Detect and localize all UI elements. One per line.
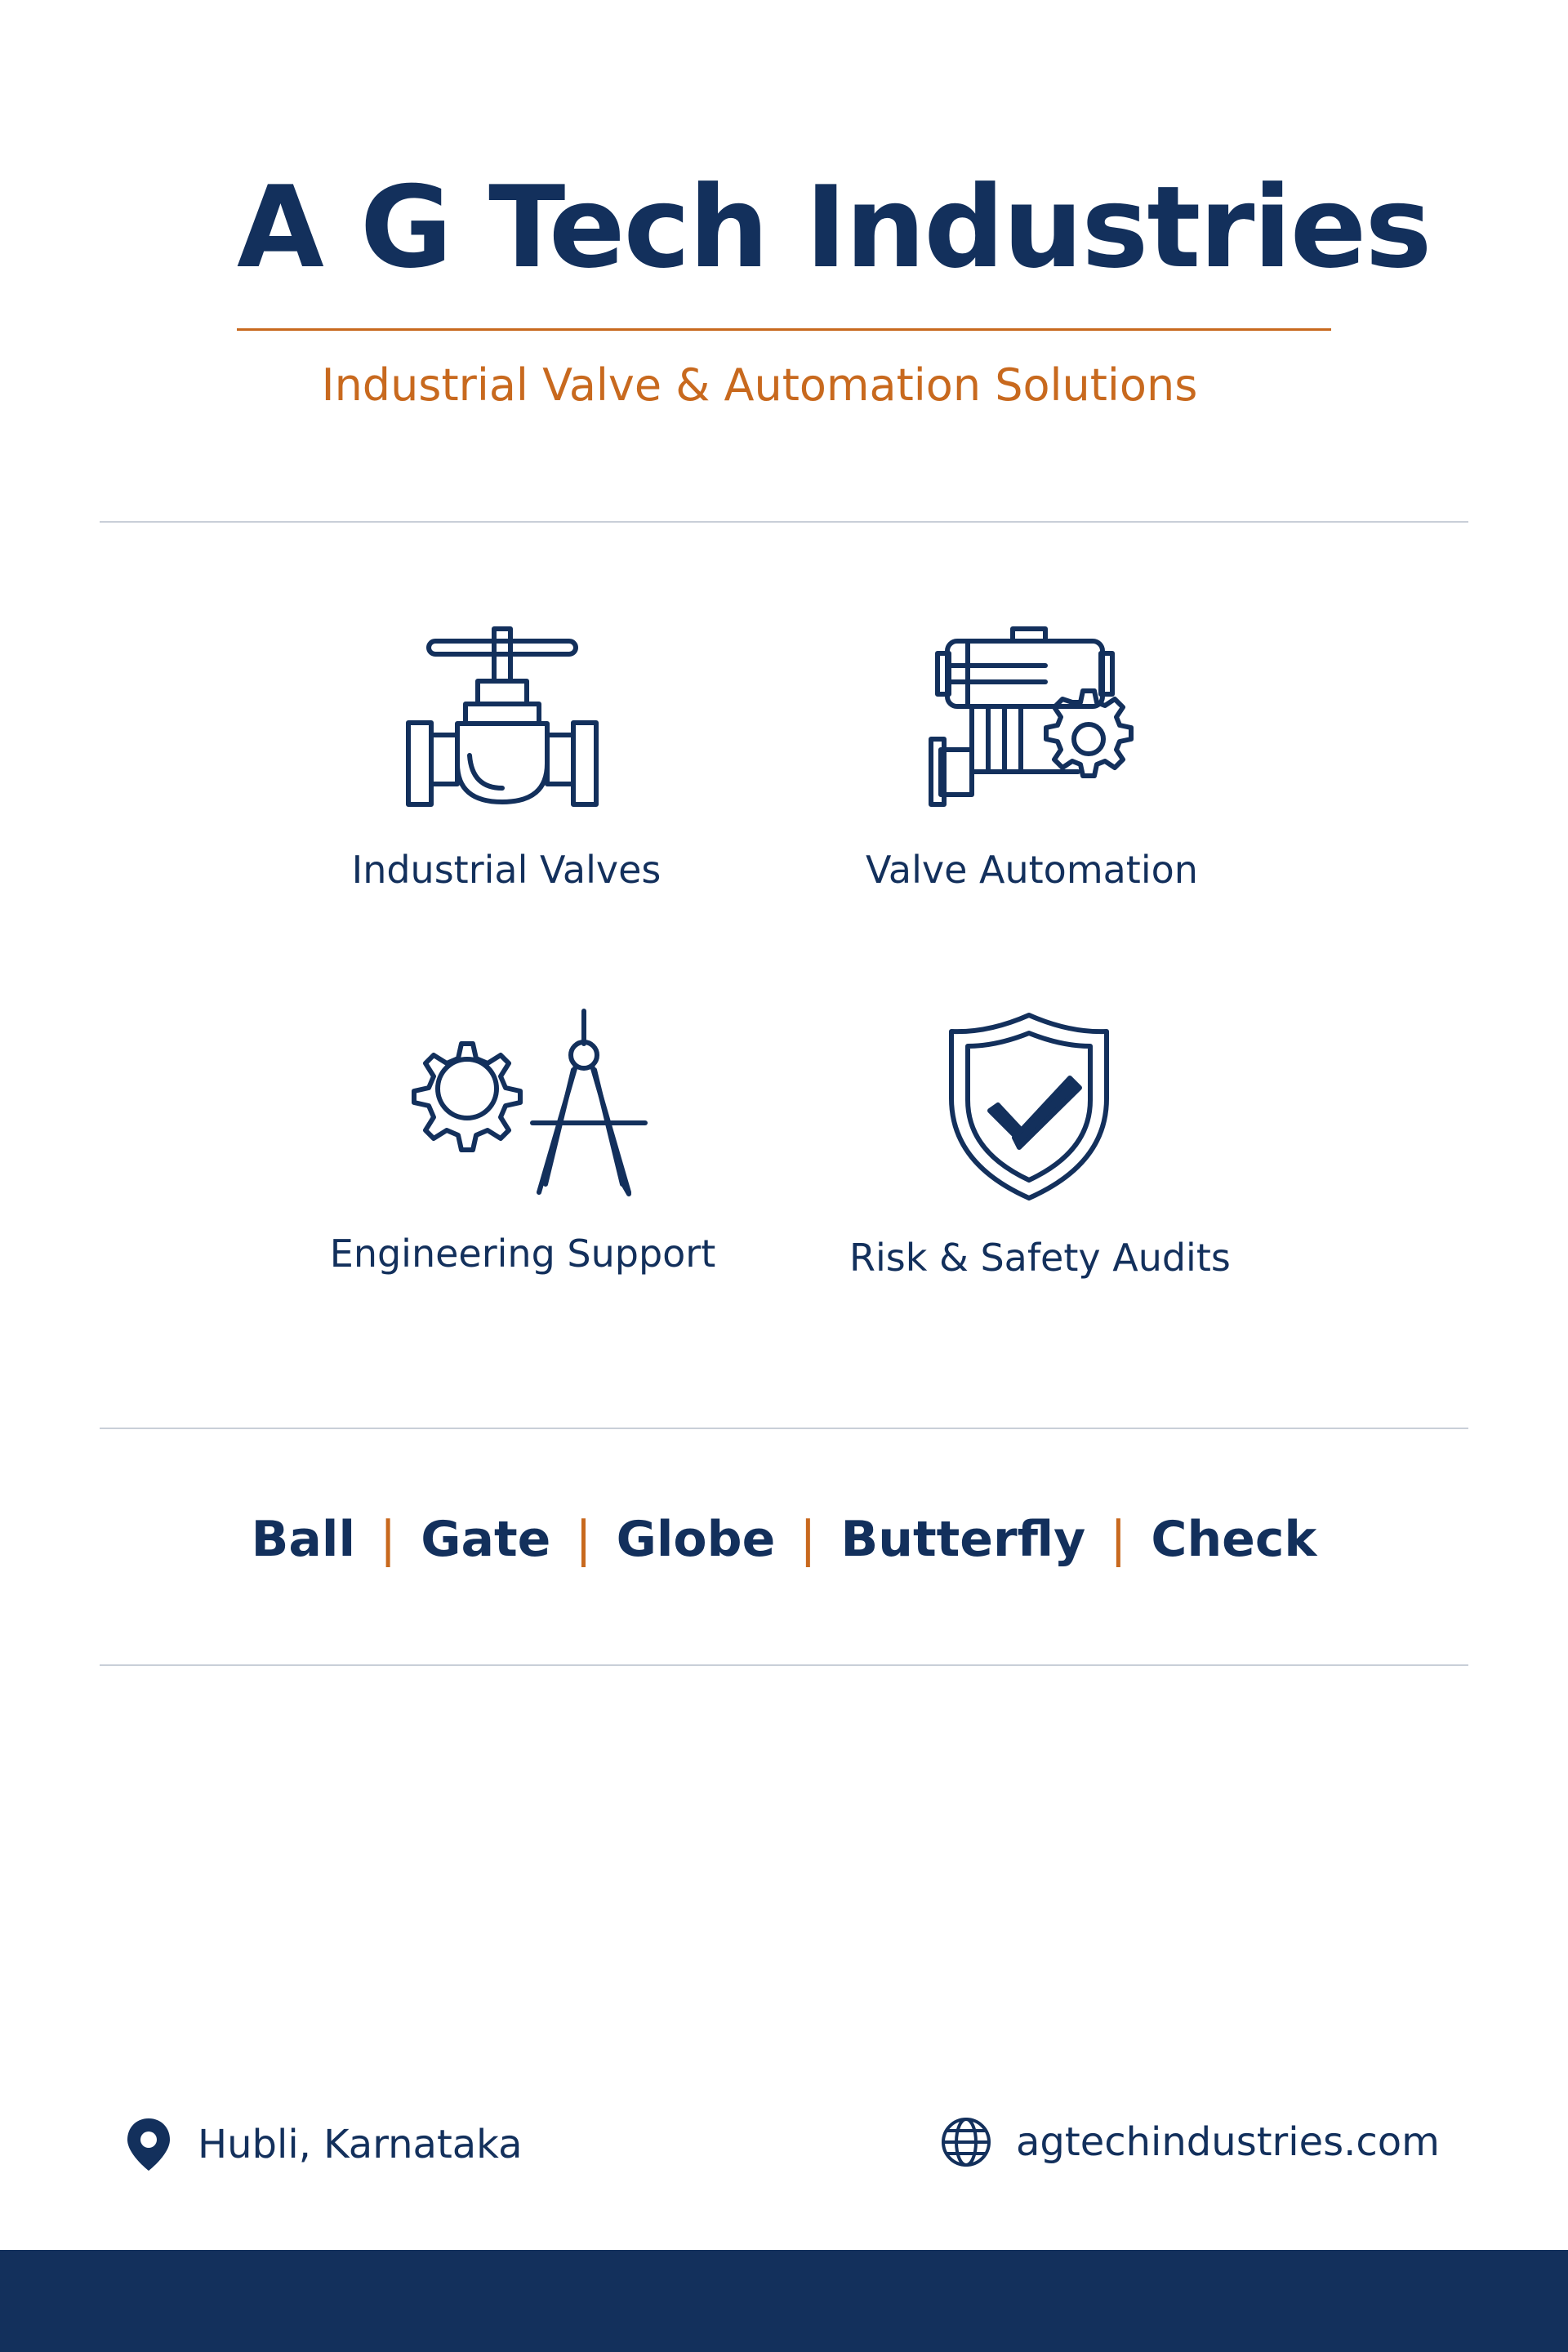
valve-types-row: Ball | Gate | Globe | Butterfly | Check [251,1511,1317,1568]
service-label: Engineering Support [329,1232,716,1276]
website-link[interactable]: agtechindustries.com [1016,2119,1440,2165]
service-label: Risk & Safety Audits [849,1236,1231,1280]
service-label: Industrial Valves [351,848,662,892]
actuator-gear-icon [923,621,1135,817]
company-title: A G Tech Industries [237,162,1431,293]
divider-bottom [100,1664,1468,1666]
valve-type: Gate [421,1511,551,1568]
valve-type: Ball [251,1511,356,1568]
valve-icon [400,621,612,817]
valve-type: Check [1151,1511,1317,1568]
footer-band [0,2250,1568,2352]
service-industrial-valves [343,621,670,892]
shield-check-icon [939,1009,1119,1205]
divider-top [100,521,1468,523]
valve-type: Globe [616,1511,776,1568]
globe-icon [939,2115,993,2169]
service-valve-automation [866,621,1198,892]
divider-middle [100,1428,1468,1429]
contact-location [122,2115,523,2174]
company-tagline: Industrial Valve & Automation Solutions [321,359,1198,411]
service-label: Valve Automation [866,848,1198,892]
location-text: Hubli, Karnataka [198,2122,523,2167]
gear-compass-icon [392,1004,653,1200]
contact-website[interactable] [939,2115,1440,2169]
service-risk-safety-audits [849,1009,1231,1280]
valve-type: Butterfly [840,1511,1086,1568]
title-underline [237,328,1331,331]
map-pin-icon [122,2115,175,2174]
service-engineering-support [310,1004,735,1276]
